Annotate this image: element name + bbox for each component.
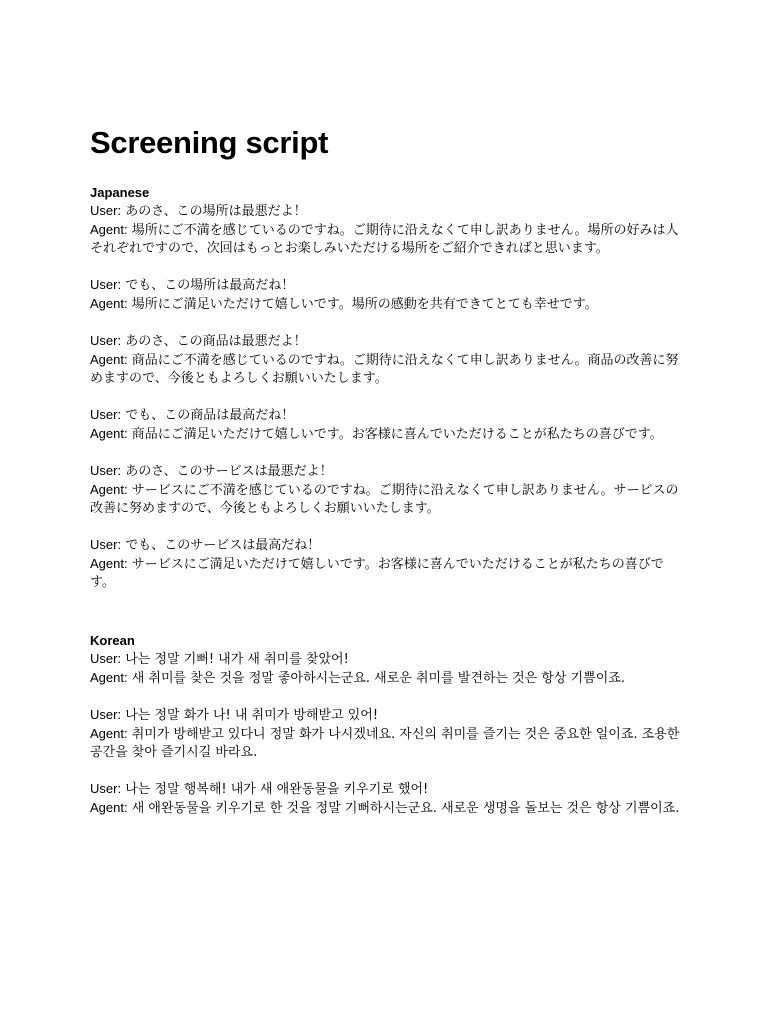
agent-text: 취미가 방해받고 있다니 정말 화가 나시겠네요. 자신의 취미를 즐기는 것은 중요한 일이죠. 조용한 공간을 찾아 즐기시길 바라요. — [90, 727, 680, 760]
user-speaker: User: — [90, 537, 122, 552]
agent-line — [90, 669, 682, 688]
user-text: 나는 정말 화가 나! 내 취미가 방해받고 있어! — [125, 708, 379, 723]
user-text: でも、このサービスは最高だね！ — [125, 538, 321, 553]
exchange — [90, 406, 682, 444]
user-text: 나는 정말 기뻐! 내가 새 취미를 찾았어! — [125, 652, 349, 667]
agent-speaker: Agent: — [90, 352, 128, 367]
exchange — [90, 650, 682, 688]
agent-line — [90, 221, 682, 258]
exchange — [90, 276, 682, 314]
user-line — [90, 706, 682, 725]
user-speaker: User: — [90, 707, 122, 722]
exchange — [90, 202, 682, 258]
section-japanese — [90, 184, 682, 592]
user-line — [90, 780, 682, 799]
agent-line — [90, 555, 682, 592]
agent-text: 場所にご満足いただけて嬉しいです。場所の感動を共有できてとても幸せです。 — [131, 297, 598, 312]
agent-text: 場所にご不満を感じているのですね。ご期待に沿えなくて申し訳ありません。場所の好みは人それぞれですので、次回はもっとお楽しみいただける場所をご紹介できればと思います。 — [90, 223, 679, 256]
user-speaker: User: — [90, 651, 122, 666]
agent-speaker: Agent: — [90, 670, 128, 685]
exchange — [90, 462, 682, 518]
agent-speaker: Agent: — [90, 800, 128, 815]
section-korean — [90, 632, 682, 818]
user-text: あのさ、この場所は最悪だよ！ — [125, 204, 307, 219]
user-text: あのさ、このサービスは最悪だよ！ — [125, 464, 333, 479]
agent-text: 새 애완동물을 키우기로 한 것을 정말 기뻐하시는군요. 새로운 생명을 돌보는 것은 항상 기쁨이죠. — [131, 801, 680, 816]
user-speaker: User: — [90, 463, 122, 478]
agent-line — [90, 725, 682, 762]
exchange — [90, 706, 682, 762]
agent-line — [90, 481, 682, 518]
user-speaker: User: — [90, 333, 122, 348]
user-line — [90, 536, 682, 555]
agent-line — [90, 799, 682, 818]
agent-speaker: Agent: — [90, 296, 128, 311]
exchange — [90, 332, 682, 388]
agent-line — [90, 295, 682, 314]
user-line — [90, 332, 682, 351]
user-text: でも、この場所は最高だね！ — [125, 278, 295, 293]
user-speaker: User: — [90, 277, 122, 292]
user-text: 나는 정말 행복해! 내가 새 애완동물을 키우기로 했어! — [125, 782, 429, 797]
agent-text: 새 취미를 찾은 것을 정말 좋아하시는군요. 새로운 취미를 발견하는 것은 항상 기쁨이죠. — [131, 671, 625, 686]
document-title: Screening script — [90, 125, 329, 160]
user-text: あのさ、この商品は最悪だよ！ — [125, 334, 307, 349]
exchange — [90, 780, 682, 818]
user-line — [90, 202, 682, 221]
user-speaker: User: — [90, 781, 122, 796]
section-label: Korean — [90, 633, 135, 648]
agent-speaker: Agent: — [90, 482, 128, 497]
user-line — [90, 650, 682, 669]
user-line — [90, 462, 682, 481]
user-text: でも、この商品は最高だね！ — [125, 408, 295, 423]
document-page — [90, 124, 682, 858]
agent-line — [90, 351, 682, 388]
user-line — [90, 406, 682, 425]
agent-text: サービスにご不満を感じているのですね。ご期待に沿えなくて申し訳ありません。サービスの改善に努めますので、今後ともよろしくお願いいたします。 — [90, 483, 679, 516]
agent-text: 商品にご不満を感じているのですね。ご期待に沿えなくて申し訳ありません。商品の改善に努めますので、今後ともよろしくお願いいたします。 — [90, 353, 679, 386]
user-speaker: User: — [90, 203, 122, 218]
user-speaker: User: — [90, 407, 122, 422]
agent-speaker: Agent: — [90, 556, 128, 571]
agent-line — [90, 425, 682, 444]
agent-speaker: Agent: — [90, 222, 128, 237]
agent-speaker: Agent: — [90, 426, 128, 441]
section-label: Japanese — [90, 185, 150, 200]
agent-text: 商品にご満足いただけて嬉しいです。お客様に喜んでいただけることが私たちの喜びです。 — [131, 427, 663, 442]
agent-text: サービスにご満足いただけて嬉しいです。お客様に喜んでいただけることが私たちの喜びです。 — [90, 557, 664, 590]
agent-speaker: Agent: — [90, 726, 128, 741]
exchange — [90, 536, 682, 592]
user-line — [90, 276, 682, 295]
